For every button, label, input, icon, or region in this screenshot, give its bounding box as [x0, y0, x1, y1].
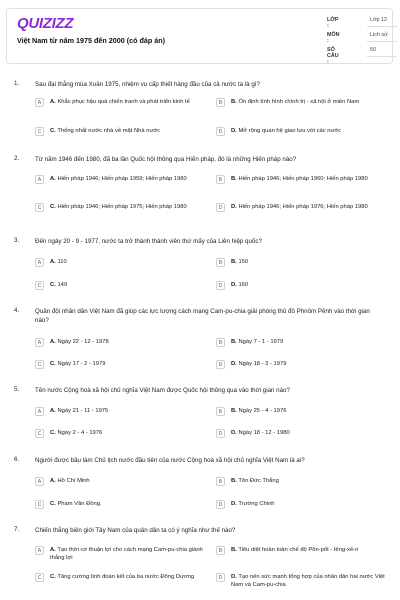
option-letter-box: C — [35, 127, 44, 136]
option-text: B. Tôn Đức Thắng — [231, 478, 279, 484]
count-label: SỐ CÂU : — [327, 47, 339, 65]
question-number: 6. — [14, 456, 20, 463]
option-letter-box: B — [216, 338, 225, 347]
option-text: A. Hiến pháp 1946; Hiến pháp 1959; Hiến pháp 1980 — [50, 176, 187, 182]
question-text: Sau đại thắng mùa Xuân 1975, nhiệm vụ cấp thiết hàng đầu của cả nước ta là gì? — [35, 81, 260, 88]
option-text: C. Thống nhất nước nhà về mặt Nhà nước — [50, 128, 161, 134]
class-underline — [367, 26, 397, 27]
subject-underline — [367, 41, 397, 42]
option-letter-box: A — [35, 407, 44, 416]
option-text: B. 150 — [231, 259, 249, 265]
question-text: Tên nước Cộng hoà xã hội chủ nghĩa Việt Nam được Quốc hội thông qua vào thời gian nào? — [35, 387, 290, 394]
option-text: A. Hồ Chí Minh — [50, 478, 90, 484]
option-text: B. Ổn định tình hình chính trị - xã hội ở miền Nam — [231, 99, 360, 105]
option-text: D. Hiến pháp 1946; Hiến pháp 1976; Hiến pháp 1980 — [231, 204, 368, 210]
option-text: A. Ngày 21 - 11 - 1975 — [50, 408, 109, 414]
option-letter-box: A — [35, 175, 44, 184]
option-letter-box: D — [216, 573, 225, 582]
option-letter-box: D — [216, 127, 225, 136]
question-text: Chiến thắng biên giới Tây Nam của quân dân ta có ý nghĩa như thế nào? — [35, 527, 236, 534]
subject-label: MÔN : — [327, 32, 340, 44]
option-letter-box: B — [216, 477, 225, 486]
option-text: D. Ngày 18 - 3 - 1979 — [231, 361, 287, 367]
worksheet-title: Việt Nam từ năm 1975 đến 2000 (có đáp án) — [17, 36, 166, 45]
option-letter-box: C — [35, 500, 44, 509]
option-letter-box: A — [35, 98, 44, 107]
subject-value: Lịch sử — [370, 32, 388, 38]
option-text: D. Ngày 18 - 12 - 1980 — [231, 430, 290, 436]
option-text: A. Tạo thời cơ thuận lợi cho cách mạng Cam-pu-chia giành thắng lợi — [50, 547, 203, 561]
question-number: 5. — [14, 386, 20, 393]
option-text: C. 149 — [50, 282, 68, 288]
quizizz-logo: QUIZIZZ — [17, 15, 74, 32]
class-label: LỚP : — [327, 17, 339, 29]
option-letter-box: C — [35, 573, 44, 582]
question-number: 7. — [14, 526, 20, 533]
question-number: 2. — [14, 155, 20, 162]
option-text: A. Khắc phục hậu quả chiến tranh và phát triển kinh tế — [50, 99, 190, 105]
option-letter-box: A — [35, 477, 44, 486]
option-text: B. Tiêu diệt hoàn toàn chế độ Pôn-pốt - Iêng-xê-ri — [231, 547, 359, 553]
class-value: Lớp 12 — [370, 17, 388, 23]
count-underline — [367, 56, 397, 57]
option-letter-box: B — [216, 98, 225, 107]
question-text: Từ năm 1946 đến 1980, đã ba lần Quốc hội thông qua Hiến pháp, đó là những Hiến pháp nào? — [35, 156, 297, 163]
option-letter-box: B — [216, 407, 225, 416]
option-text: D. 160 — [231, 282, 249, 288]
question-number: 1. — [14, 80, 20, 87]
option-text: A. 110 — [50, 259, 67, 265]
option-text: D. Tạo nên sức mạnh tổng hợp của nhân dân hai nước Việt Nam và Cam-pu-chia — [231, 574, 385, 588]
option-letter-box: A — [35, 258, 44, 267]
option-text: C. Phạm Văn Đồng. — [50, 501, 102, 507]
option-letter-box: B — [216, 258, 225, 267]
option-text: B. Ngày 7 - 1 - 1979 — [231, 339, 284, 345]
option-letter-box: D — [216, 360, 225, 369]
option-letter-box: C — [35, 281, 44, 290]
option-text: B. Hiến pháp 1946; Hiến pháp 1960; Hiến pháp 1980 — [231, 176, 368, 182]
option-letter-box: B — [216, 546, 225, 555]
question-text: Người được bầu làm Chủ tịch nước đầu tiên của nước Cộng hoà xã hội chủ nghĩa Việt Nam là ai? — [35, 457, 305, 464]
option-letter-box: D — [216, 429, 225, 438]
option-text: C. Tăng cường tình đoàn kết của ba nước Đông Dương — [50, 574, 195, 580]
option-letter-box: D — [216, 500, 225, 509]
option-text: A. Ngày 22 - 12 - 1978 — [50, 339, 109, 345]
option-text: C. Hiến pháp 1946; Hiến pháp 1975; Hiến pháp 1980 — [50, 204, 187, 210]
option-letter-box: D — [216, 281, 225, 290]
option-letter-box: C — [35, 429, 44, 438]
option-text: C. Ngày 17 - 2 - 1979 — [50, 361, 106, 367]
option-text: D. Mở rộng quan hệ giao lưu với các nước — [231, 128, 342, 134]
option-letter-box: C — [35, 203, 44, 212]
question-text: Quân đội nhân dân Việt Nam đã giúp các lực lượng cách mạng Cam-pu-chia giải phóng thủ đô Phnôm Pênh vào thời gian nào? — [35, 308, 370, 324]
count-value: 50 — [370, 47, 376, 53]
option-letter-box: C — [35, 360, 44, 369]
question-text: Đến ngày 20 - 9 - 1977, nước ta trở thành thành viên thứ mấy của Liên hiệp quốc? — [35, 238, 262, 245]
option-letter-box: B — [216, 175, 225, 184]
option-text: D. Trường Chinh — [231, 501, 275, 507]
question-number: 3. — [14, 237, 20, 244]
option-letter-box: A — [35, 338, 44, 347]
option-text: B. Ngày 25 - 4 - 1976 — [231, 408, 287, 414]
question-number: 4. — [14, 307, 20, 314]
option-letter-box: D — [216, 203, 225, 212]
worksheet-header — [6, 8, 393, 64]
option-letter-box: A — [35, 546, 44, 555]
option-text: C. Ngày 2 - 4 - 1976 — [50, 430, 103, 436]
